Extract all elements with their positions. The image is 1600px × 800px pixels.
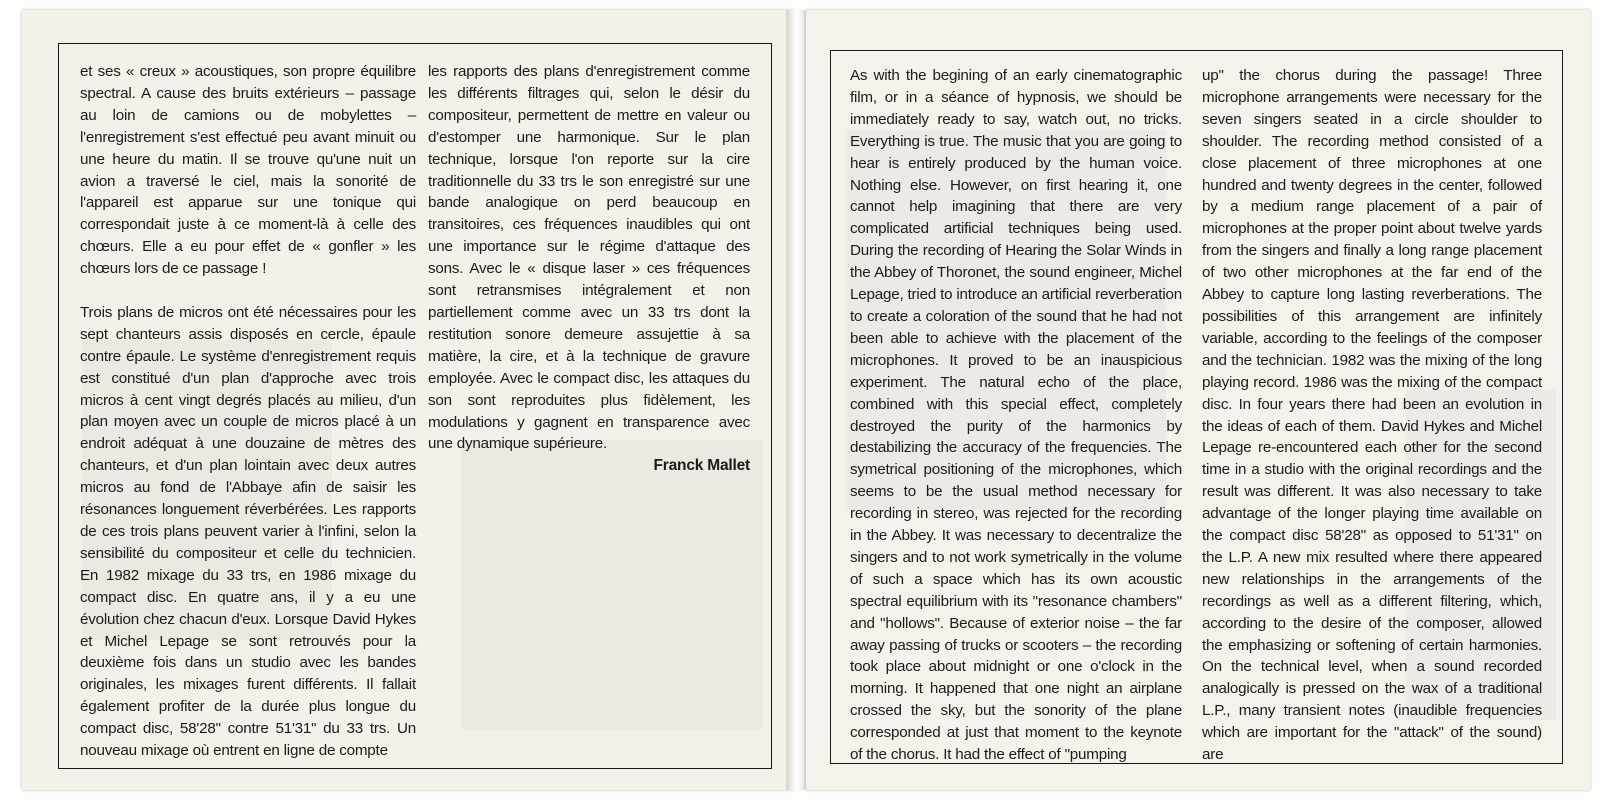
left-page xyxy=(22,10,792,790)
right-column-2 xyxy=(1202,65,1542,766)
right-page xyxy=(806,10,1590,790)
paragraph: Trois plans de micros ont été nécessaires pour les sept chanteurs assis disposés en cercle, épaule contre épaule. Le système d'enregistrement requis est constitué d'un plan d'approche avec trois micros à cent vingt degrés placés au milieu, d'un plan moyen avec un couple de micros placé à un endroit adéquat à une douzaine de mètres des chanteurs, et d'un plan lointain avec deux autres micros au fond de l'Abbaye afin de saisir les résonances longuement réverbérées. Les rapports de ces trois plans peuvent varier à l'infini, selon la sensibilité du compositeur et celle du technicien. En 1982 mixage du 33 trs, en 1986 mixage du compact disc. En quatre ans, il y a eu une évolution chez chacun d'eux. Lorsque David Hykes et Michel Lepage se sont retrouvés pour la deuxième fois dans un studio avec les bandes originales, les mixages furent différents. Il fallait également profiter de la durée plus longue du compact disc, 58'28" contre 51'31" du 33 trs. Un nouveau mixage où entrent en ligne de compte xyxy=(80,303,416,760)
paragraph: up" the chorus during the passage! Three microphone arrangements were necessary for the seven singers seated in a circle shoulder to shoulder. The recording method consisted of a close placement of three microphones at one hundred and twenty degrees in the center, followed by a medium range placement of a pair of microphones at the proper point about twelve yards from the singers and finally a long range placement of two other microphones at the far end of the Abbey to capture long lasting reverberations. The possibilities of this arrangement are infinitely variable, according to the feelings of the composer and the technician. 1982 was the mixing of the long playing record. 1986 was the mixing of the compact disc. In four years there had been an evolution in the ideas of each of them. David Hykes and Michel Lepage re-encountered each other for the second time in a studio with the original recordings and the result was different. It was also necessary to take advantage of the longer playing time available on the compact disc 58'28" as opposed to 51'31" on the L.P. A new mix resulted where there appeared new relationships in the arrangements of the recordings as well as a different filtering, which, according to the desire of the composer, allowed the emphasizing or softening of certain harmonies. On the technical level, when a sound recorded analogically is pressed on the wax of a traditional L.P., many transient notes (inaudible frequencies which are important for the "attack" of the sound) are xyxy=(1202,67,1542,764)
author-signature: Franck Mallet xyxy=(653,457,750,475)
paragraph: et ses « creux » acoustiques, son propre équilibre spectral. A cause des bruits extérieurs – passage au loin de camions ou de mobylettes – l'enregistrement s'est effectué peu avant minuit ou une heure du matin. Il se trouve qu'une nuit un avion a traversé le ciel, mais la sonorité de l'appareil est apparue sur une tonique qui correspondait juste à ce moment-là à celle des chœurs. Elle a eu pour effet de « gonfler » les chœurs lors de ce passage ! xyxy=(80,63,416,278)
left-column-2 xyxy=(428,61,750,477)
right-column-1 xyxy=(850,65,1182,766)
book-spine xyxy=(786,10,808,790)
paragraph: les rapports des plans d'enregistrement comme les différents filtrages qui, selon le désir du compositeur, permettent de mettre en valeur ou d'estomper une harmonique. Sur le plan technique, lorsque l'on reporte sur la cire traditionnelle du 33 trs le son enregistré sur une bande analogique on perd beaucoup en transitoires, ces fréquences inaudibles qui ont une importance sur le régime d'attaque des sons. Avec le « disque laser » ces fréquences sont retransmises intégralement et non partiellement comme avec un 33 trs dont la restitution sonore demeure assujettie à sa matière, la cire, et à la technique de gravure employée. Avec le compact disc, les attaques du son sont reproduites plus fidèlement, les modulations y gagnent en transparence avec une dynamique supérieure. xyxy=(428,63,750,453)
left-column-1 xyxy=(80,61,416,762)
paragraph: As with the begining of an early cinematographic film, or in a séance of hypnosis, we should be immediately ready to say, watch out, no tricks. Everything is true. The music that you are going to hear is entirely produced by the human voice. Nothing else. However, on first hearing it, one cannot help imagining that there are very complicated artificial techniques being used. During the recording of Hearing the Solar Winds in the Abbey of Thoronet, the sound engineer, Michel Lepage, tried to introduce an artificial reverberation to create a coloration of the sound that he had not been able to achieve with the placement of the microphones. It proved to be an inauspicious experiment. The natural echo of the place, combined with this special effect, completely destroyed the purity of the harmonics by destabilizing the accuracy of the frequencies. The symetrical positioning of the microphones, which seems to be the usual method necessary for recording in stereo, was rejected for the recording in the Abbey. It was necessary to decentralize the singers and to not work symetrically in the volume of such a space which has its own acoustic spectral equilibrium with its "resonance chambers" and "hollows". Because of exterior noise – the far away passing of trucks or scooters – the recording took place about midnight or one o'clock in the morning. It happened that one night an airplane crossed the sky, but the sonority of the plane corresponded at just that moment to the keynote of the chorus. It had the effect of "pumping xyxy=(850,67,1182,764)
